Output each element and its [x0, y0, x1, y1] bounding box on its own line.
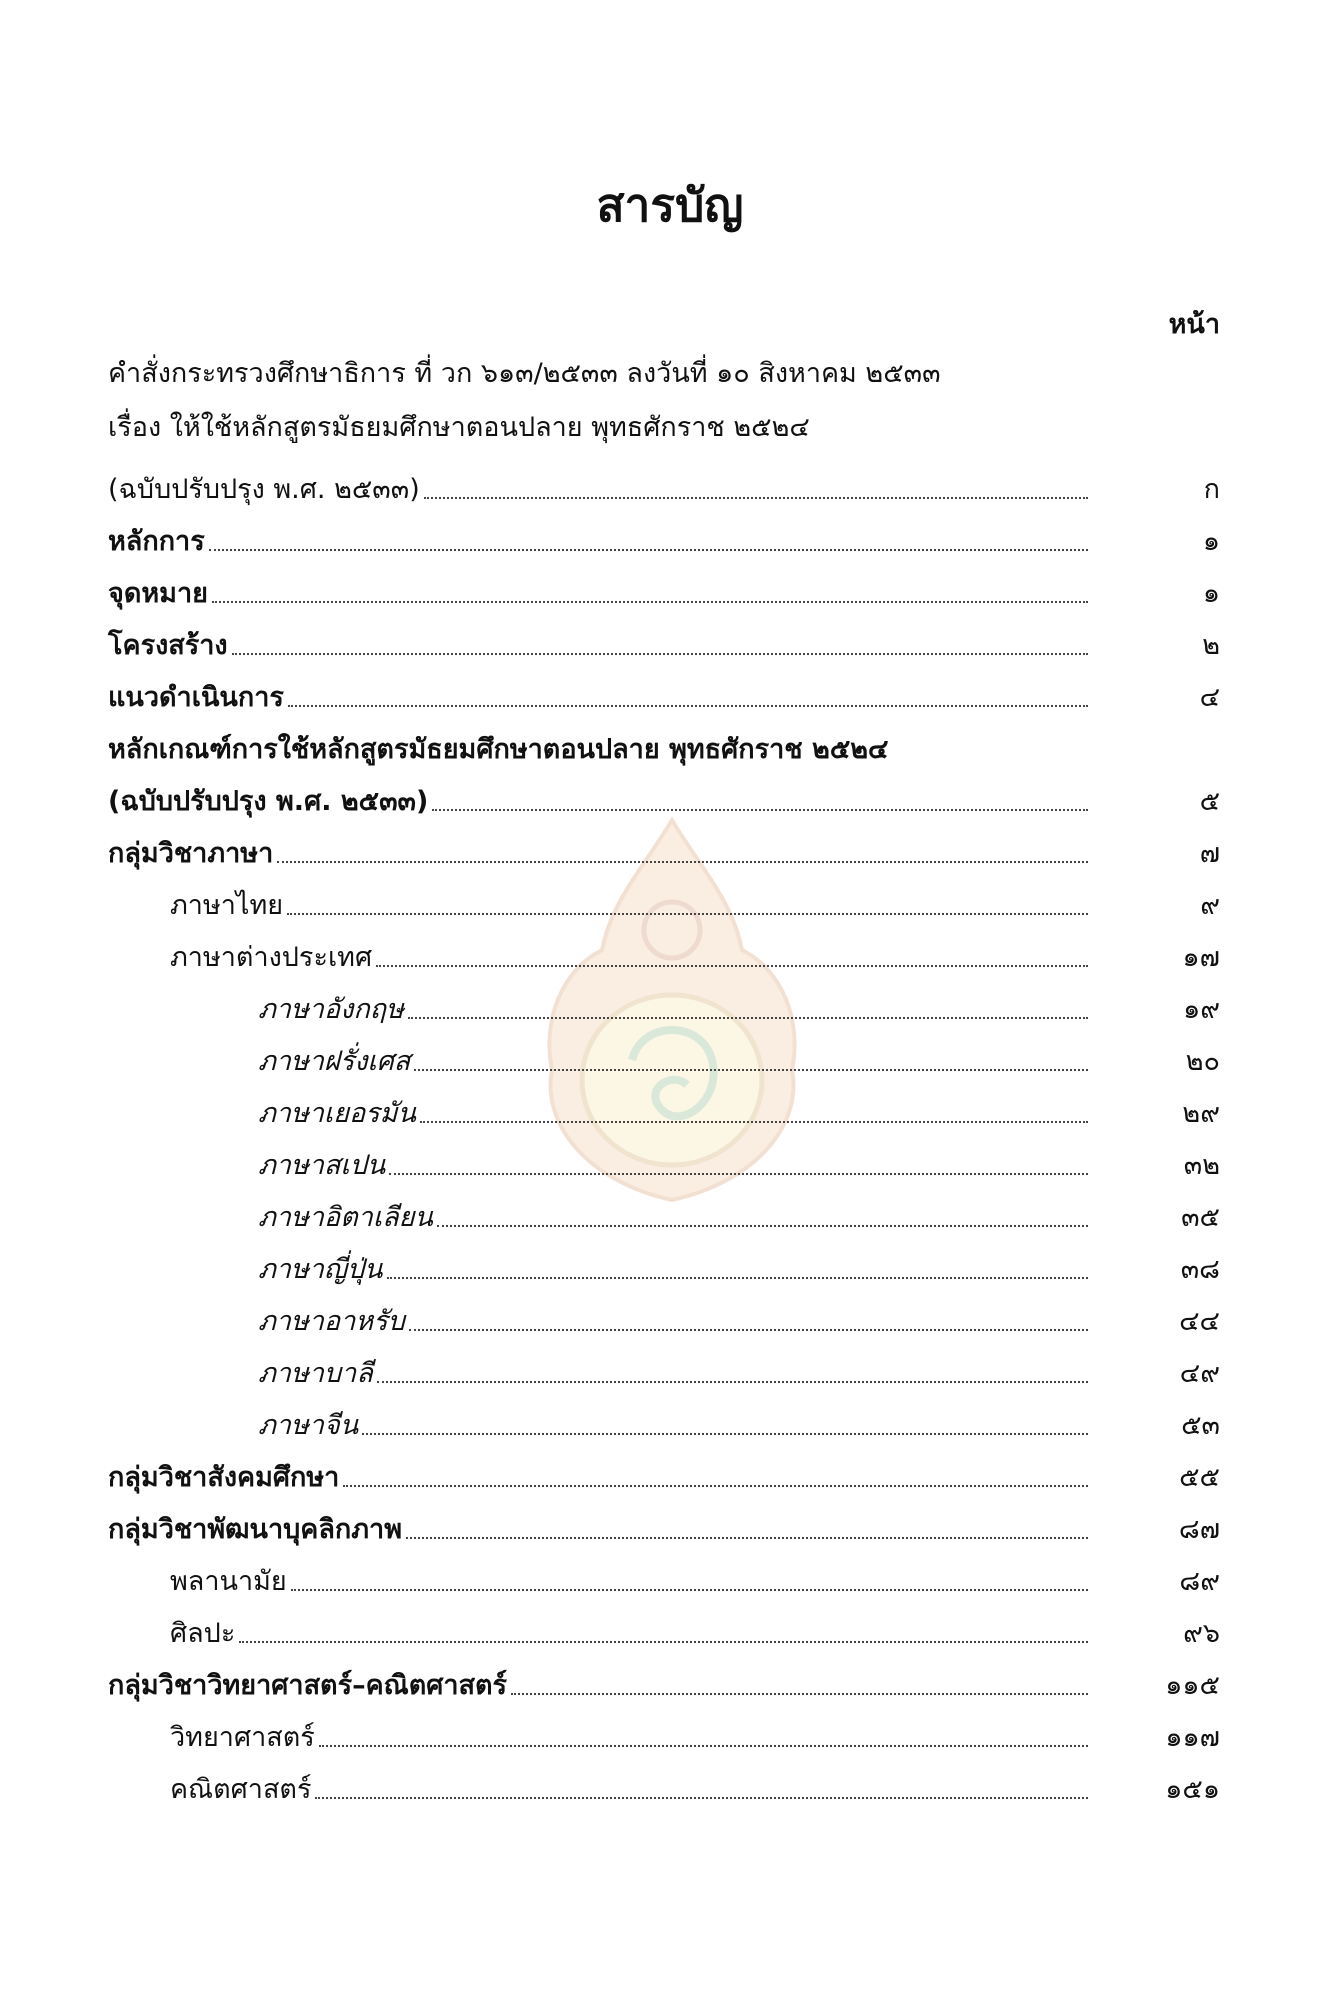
toc-entry-label: (ฉบับปรับปรุง พ.ศ. ๒๕๓๓): [108, 785, 429, 817]
toc-entry-page: ๒: [1202, 629, 1220, 661]
toc-entry-page: ๑: [1202, 525, 1220, 557]
leader-dots: [389, 1173, 1088, 1175]
page-column-header: หน้า: [1168, 309, 1220, 340]
leader-dots: [376, 965, 1088, 967]
toc-entry-page: ๑๗: [1182, 941, 1220, 973]
toc-entry[interactable]: [0, 1292, 1340, 1344]
leader-dots: [437, 1225, 1088, 1227]
toc-entry-page: ๙๖: [1183, 1617, 1220, 1649]
toc-entry-label: กลุ่มวิชาภาษา: [108, 837, 274, 869]
toc-entry-label: ภาษาอังกฤษ: [258, 993, 404, 1025]
leader-dots: [409, 1329, 1088, 1331]
toc-entry-page: ๔๙: [1179, 1357, 1220, 1389]
toc-entry[interactable]: [0, 668, 1340, 720]
toc-entry[interactable]: [0, 1188, 1340, 1240]
intro-line-2: เรื่อง ให้ใช้หลักสูตรมัธยมศึกษาตอนปลาย พุทธศักราช ๒๕๒๔: [108, 412, 810, 443]
leader-dots: [209, 549, 1088, 551]
toc-entry-label: กลุ่มวิชาวิทยาศาสตร์–คณิตศาสตร์: [108, 1669, 508, 1701]
toc-entry[interactable]: [0, 1240, 1340, 1292]
toc-entry[interactable]: [0, 512, 1340, 564]
toc-entry[interactable]: [0, 616, 1340, 668]
toc-entry[interactable]: [0, 876, 1340, 928]
toc-entry-label: (ฉบับปรับปรุง พ.ศ. ๒๕๓๓): [108, 473, 420, 505]
leader-dots: [277, 861, 1088, 863]
toc-entry-label: กลุ่มวิชาสังคมศึกษา: [108, 1461, 340, 1493]
toc-entry-label: ภาษาบาลี: [258, 1357, 373, 1389]
leader-dots: [319, 1745, 1088, 1747]
leader-dots: [315, 1797, 1088, 1799]
toc-entry-label: ภาษาไทย: [170, 889, 284, 921]
toc-entry[interactable]: [0, 1448, 1340, 1500]
leader-dots: [212, 601, 1088, 603]
toc-entry-page: ๑: [1202, 577, 1220, 609]
toc-entry-page: ๗: [1199, 837, 1220, 869]
toc-entry-page: ๙: [1200, 889, 1220, 921]
toc-entry-label: ภาษาต่างประเทศ: [170, 941, 373, 973]
page-title: สารบัญ: [596, 178, 744, 232]
toc-entry[interactable]: [0, 928, 1340, 980]
toc-entry-label: โครงสร้าง: [108, 629, 228, 661]
toc-entry-label: หลักเกณฑ์การใช้หลักสูตรมัธยมศึกษาตอนปลาย พุทธศักราช ๒๕๒๔: [108, 733, 889, 765]
toc-entry[interactable]: [0, 460, 1340, 512]
leader-dots: [239, 1641, 1088, 1643]
leader-dots: [232, 653, 1088, 655]
leader-dots: [432, 809, 1088, 811]
toc-entry-label: คณิตศาสตร์: [170, 1773, 312, 1805]
toc-entry[interactable]: [0, 1344, 1340, 1396]
leader-dots: [362, 1433, 1088, 1435]
toc-entry-page: ๕๓: [1181, 1409, 1220, 1441]
toc-entry[interactable]: [0, 1604, 1340, 1656]
toc-entry-page: ๓๘: [1180, 1253, 1220, 1285]
toc-entry-page: ๕: [1199, 785, 1220, 817]
toc-entry-page: ๒๐: [1185, 1045, 1220, 1077]
toc-entry-label: ภาษาญี่ปุ่น: [258, 1253, 383, 1285]
toc-entry-page: ๔๔: [1179, 1305, 1220, 1337]
toc-entry-page: ๑๑๕: [1165, 1669, 1220, 1701]
toc-entry-page: ๕๕: [1179, 1461, 1220, 1493]
toc-entry[interactable]: [0, 1656, 1340, 1708]
leader-dots: [343, 1485, 1088, 1487]
leader-dots: [424, 497, 1088, 499]
toc-entry[interactable]: [0, 1708, 1340, 1760]
toc-entry-label: กลุ่มวิชาพัฒนาบุคลิกภาพ: [108, 1513, 402, 1545]
toc-entry-label: ภาษาฝรั่งเศส: [258, 1045, 411, 1077]
toc-entry-page: ๒๙: [1182, 1097, 1220, 1129]
toc-entry-label: ศิลปะ: [170, 1617, 236, 1649]
toc-entry-label: ภาษาสเปน: [258, 1149, 386, 1181]
toc-entry-label: ภาษาจีน: [258, 1409, 359, 1441]
toc-entry-page: ๘๙: [1179, 1565, 1220, 1597]
toc-entry[interactable]: [0, 720, 1340, 772]
leader-dots: [377, 1381, 1088, 1383]
toc-entry-label: ภาษาอาหรับ: [258, 1305, 405, 1337]
toc-entry-label: ภาษาเยอรมัน: [258, 1097, 416, 1129]
toc-entry[interactable]: [0, 1396, 1340, 1448]
toc-entry[interactable]: [0, 1032, 1340, 1084]
toc-entry-label: วิทยาศาสตร์: [170, 1721, 315, 1753]
toc-entry[interactable]: [0, 1084, 1340, 1136]
toc-entry[interactable]: [0, 1136, 1340, 1188]
toc-entry[interactable]: [0, 1500, 1340, 1552]
toc-entry[interactable]: [0, 824, 1340, 876]
leader-dots: [414, 1069, 1088, 1071]
toc-entry-page: ๑๙: [1183, 993, 1220, 1025]
toc-entry-label: แนวดำเนินการ: [108, 681, 284, 713]
toc-entry-label: ภาษาอิตาเลียน: [258, 1201, 433, 1233]
toc-entry[interactable]: [0, 772, 1340, 824]
leader-dots: [291, 1589, 1088, 1591]
toc-entry-label: หลักการ: [108, 525, 205, 557]
toc-entry-page: ๔: [1199, 681, 1220, 713]
toc-entry[interactable]: [0, 1552, 1340, 1604]
leader-dots: [420, 1121, 1088, 1123]
toc-entry[interactable]: [0, 564, 1340, 616]
leader-dots: [406, 1537, 1088, 1539]
toc-entry-page: ๓๒: [1183, 1149, 1220, 1181]
toc-entry-page: ๑๑๗: [1165, 1721, 1220, 1753]
leader-dots: [387, 1277, 1088, 1279]
toc-entry-page: ๘๗: [1178, 1513, 1220, 1545]
toc-entry-page: ๓๕: [1181, 1201, 1220, 1233]
leader-dots: [287, 913, 1088, 915]
toc-entry-page: ๑๕๑: [1165, 1773, 1220, 1805]
intro-line-1: คำสั่งกระทรวงศึกษาธิการ ที่ วก ๖๑๓/๒๕๓๓ ลงวันที่ ๑๐ สิงหาคม ๒๕๓๓: [108, 358, 941, 389]
leader-dots: [288, 705, 1088, 707]
toc-entry-label: จุดหมาย: [108, 577, 208, 609]
toc-entry-page: ก: [1203, 473, 1220, 505]
toc-entry[interactable]: [0, 980, 1340, 1032]
leader-dots: [511, 1693, 1088, 1695]
leader-dots: [408, 1017, 1088, 1019]
toc-entry-label: พลานามัย: [170, 1565, 287, 1597]
toc-entry[interactable]: [0, 1760, 1340, 1812]
